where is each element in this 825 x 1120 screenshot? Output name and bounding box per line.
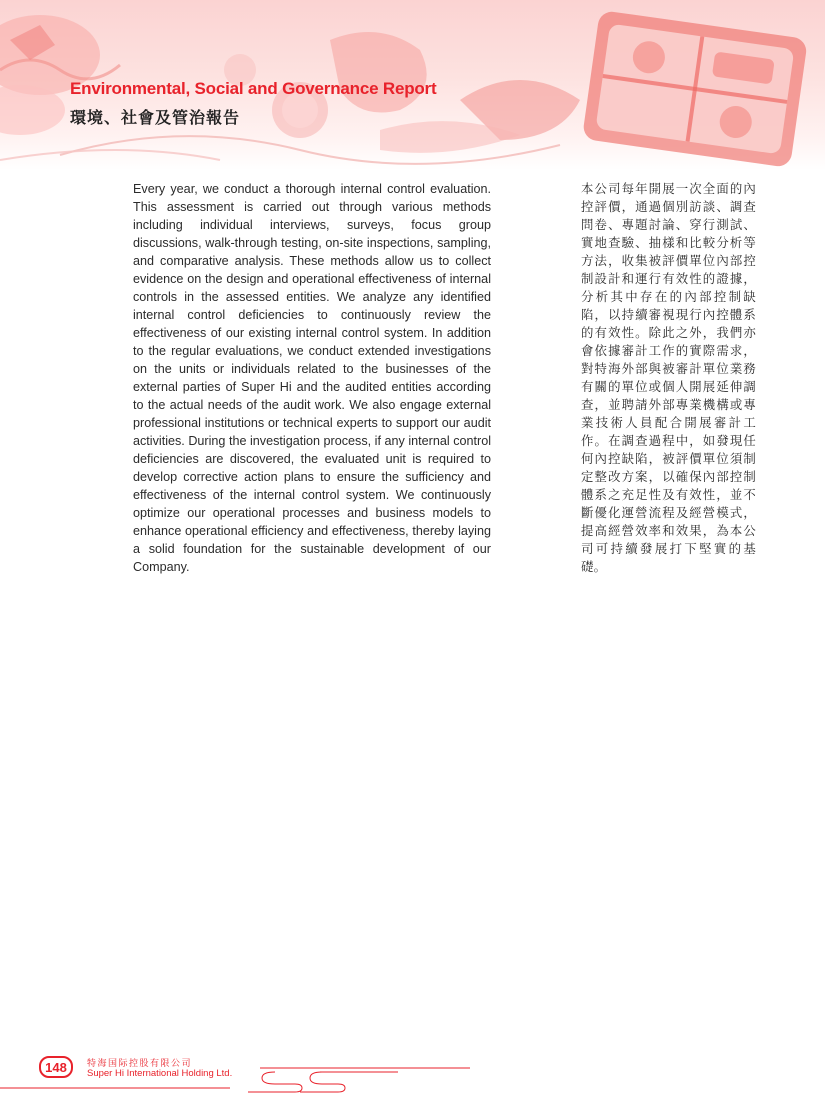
page-number: 148: [39, 1056, 73, 1078]
english-paragraph: Every year, we conduct a thorough internal control evaluation. This assessment is carried out through various methods including individual interviews, surveys, focus group discussions, walk-through testing, on-site inspections, sampling, and comparative analysis. These methods allow us to collect evidence on the design and operational effectiveness of internal controls in the assessed entities. We analyze any identified internal control deficiencies to continuously review the effectiveness of our existing internal control system. In addition to the regular evaluations, we conduct extended investigations on the units or individuals related to the businesses of the external parties of Super Hi and the audited entities according to the actual needs of the audit work. We also engage external professional institutions or technical experts to support our audit activities. During the investigation process, if any internal control deficiencies are discovered, the evaluated unit is required to develop corrective action plans to ensure the sufficiency and effectiveness of the internal control system. We continuously optimize our operational processes and business models to enhance operational efficiency and effectiveness, thereby laying a solid foundation for the sustainable development of our Company.: [133, 182, 491, 574]
report-title-english: Environmental, Social and Governance Report: [70, 79, 437, 98]
company-name-chinese: 特海国际控股有限公司: [87, 1059, 193, 1069]
english-column: [133, 180, 491, 576]
header-banner: [0, 0, 825, 170]
footer-decoration: [0, 1040, 825, 1120]
report-title-chinese: 環境、社會及管治報告: [70, 108, 241, 127]
company-name-english: Super Hi International Holding Ltd.: [87, 1068, 233, 1079]
chinese-column: [581, 180, 756, 576]
chinese-paragraph: 本公司每年開展一次全面的內控評價，通過個別訪談、調查問卷、專題討論、穿行測試、實地查驗、抽樣和比較分析等方法，收集被評價單位內部控制設計和運行有效性的證據，分析其中存在的內部控制缺陷，以持續審視現行內控體系的有效性。除此之外，我們亦會依據審計工作的實際需求，對特海外部與被審計單位業務有關的單位或個人開展延伸調查，並聘請外部專業機構或專業技術人員配合開展審計工作。在調查過程中，如發現任何內控缺陷，被評價單位須制定整改方案，以確保內部控制體系之充足性及有效性，並不斷優化運營流程及經營模式，提高經營效率和效果，為本公司可持續發展打下堅實的基礎。: [581, 181, 756, 574]
page-footer: [0, 1040, 825, 1120]
